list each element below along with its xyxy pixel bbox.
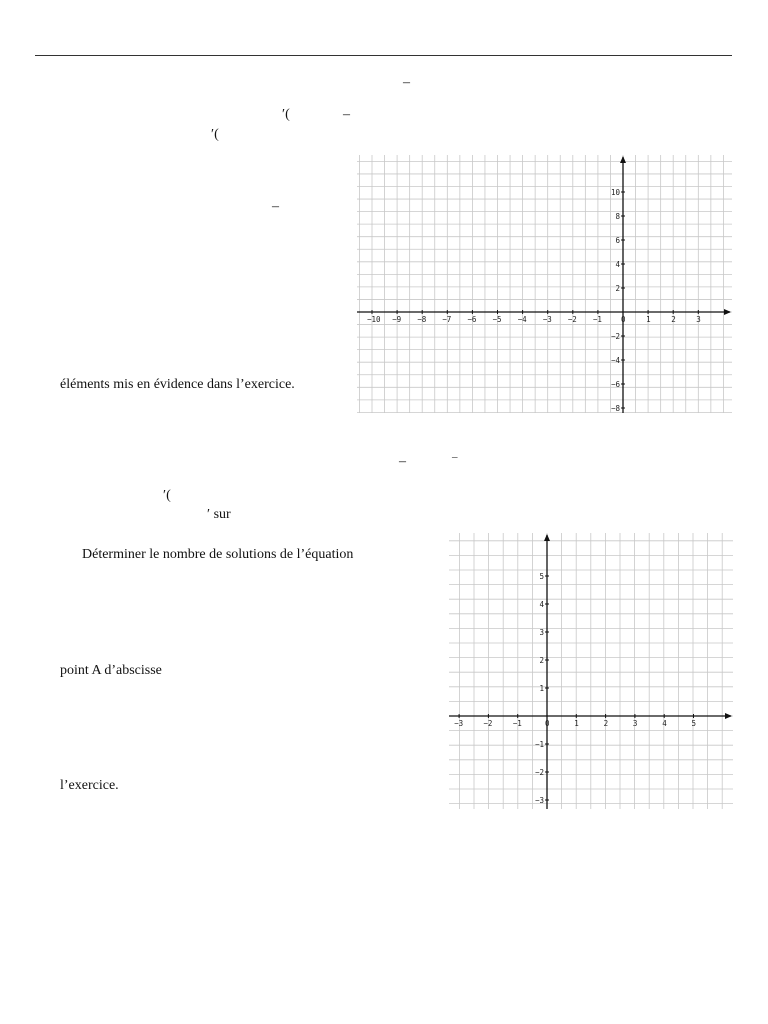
x-tick-label: −1 (512, 719, 522, 728)
x-tick-label: −3 (454, 719, 464, 728)
point-a-line: point A d’abscisse (60, 663, 162, 678)
x-tick-label: 1 (646, 315, 651, 324)
y-tick-label: −6 (610, 380, 620, 389)
y-axis-arrow (620, 156, 626, 163)
fragment-prime-2: ′( (211, 127, 219, 142)
x-axis-arrow (724, 309, 731, 315)
fragment-minus-2: – (343, 107, 350, 122)
x-tick-label: 3 (696, 315, 701, 324)
y-tick-label: −3 (534, 796, 544, 805)
exercise1-closing-line: éléments mis en évidence dans l’exercice. (60, 377, 295, 392)
x-tick-label: −4 (517, 315, 527, 324)
x-tick-label: 2 (603, 719, 609, 728)
y-tick-label: 2 (539, 656, 544, 665)
y-tick-label: −2 (610, 332, 620, 341)
x-tick-label: −10 (367, 315, 381, 324)
fragment-minus-1: – (403, 75, 410, 90)
y-tick-label: 8 (615, 212, 620, 221)
y-tick-label: 6 (615, 236, 620, 245)
x-tick-label: −2 (567, 315, 577, 324)
x-tick-label: −2 (483, 719, 493, 728)
coordinate-grid-1 (357, 155, 732, 413)
header-rule (35, 55, 732, 56)
y-tick-label: 1 (539, 684, 544, 693)
y-tick-label: −2 (534, 768, 544, 777)
fragment-prime-3: ′( (163, 488, 171, 503)
fragment-prime-sur: ′ sur (207, 507, 231, 522)
determine-solutions-line: Déterminer le nombre de solutions de l’équation (82, 547, 354, 562)
y-tick-label: 2 (615, 284, 620, 293)
y-tick-label: 3 (539, 628, 544, 637)
x-tick-label: −7 (442, 315, 452, 324)
y-tick-label: −8 (610, 404, 620, 413)
fragment-minus-4: – (399, 454, 406, 469)
y-tick-label: 10 (610, 188, 620, 197)
x-tick-label: 2 (671, 315, 676, 324)
fragment-minus-3: – (272, 199, 279, 214)
y-tick-label: 4 (615, 260, 620, 269)
fragment-prime-1: ′( (282, 107, 290, 122)
x-tick-label: −8 (417, 315, 427, 324)
y-tick-label: 4 (539, 600, 544, 609)
x-tick-label: 0 (545, 719, 550, 728)
y-tick-label: −4 (610, 356, 620, 365)
y-tick-label: −1 (534, 740, 544, 749)
y-axis-arrow (544, 534, 550, 541)
coordinate-grid-2 (449, 533, 733, 809)
x-tick-label: 5 (691, 719, 697, 728)
x-tick-label: −5 (492, 315, 502, 324)
y-tick-label: 5 (539, 572, 544, 581)
x-tick-label: −6 (467, 315, 477, 324)
x-tick-label: 3 (632, 719, 638, 728)
x-tick-label: −3 (542, 315, 552, 324)
x-tick-label: −1 (592, 315, 602, 324)
x-tick-label: −9 (392, 315, 402, 324)
exercise2-closing-line: l’exercice. (60, 778, 119, 793)
fragment-minus-5: – (452, 451, 458, 463)
x-tick-label: 0 (621, 315, 626, 324)
x-tick-label: 1 (574, 719, 579, 728)
x-axis-arrow (725, 713, 732, 719)
x-tick-label: 4 (662, 719, 667, 728)
